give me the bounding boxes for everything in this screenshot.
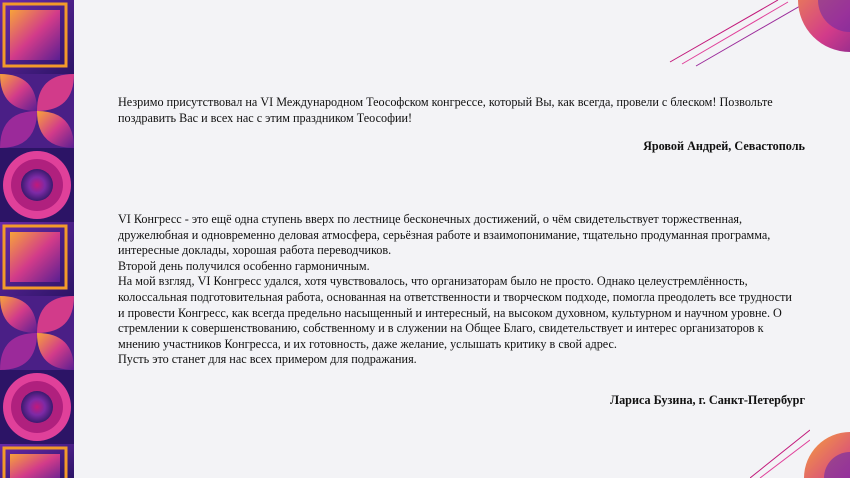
review-line: Незримо присутствовал на VI Международном Теософском конгрессе, который Вы, как всегда, провели с блеском! Позвольте [118, 95, 773, 109]
review-line: Пусть это станет для нас всех примером для подражания. [118, 352, 417, 367]
review-text-1 [118, 95, 808, 126]
decorative-left-strip [0, 0, 74, 478]
review-line: поздравить Вас и всех нас с этим праздником Теософии! [118, 110, 413, 125]
review-line: VI Конгресс - это ещё одна ступень вверх по лестнице бесконечных достижений, о чём свидетельствует торжественная, [118, 212, 743, 226]
review-text-2 [118, 212, 808, 368]
decorative-corner-circle-bottom [788, 432, 850, 478]
review-line: мнению участников Конгресса, и их готовность, даже желание, услышать критику в свой адрес. [118, 336, 617, 351]
review-line: колоссальная подготовительная работа, основанная на ответственности и творческом подходе, помогла преодолеть все трудности [118, 289, 792, 304]
review-line: Второй день получился особенно гармоничным. [118, 258, 370, 273]
review-signature-2: Лариса Бузина, г. Санкт-Петербург [610, 393, 805, 407]
review-line: и провести Конгресс, как всегда предельно насыщенный и интересный, на высоком духовном, культурном и научном уровне. О [118, 305, 782, 320]
review-line: дружелюбная и одновременно деловая атмосфера, серьёзная работе и взаимопонимание, тщательно продуманная программа, [118, 227, 771, 242]
review-line: На мой взгляд, VI Конгресс удался, хотя чувствовалось, что организаторам было не просто. Однако целеустремлённость, [118, 274, 748, 289]
review-signature-1: Яровой Андрей, Севастополь [643, 139, 805, 153]
review-line: интересные доклады, хорошая работа переводчиков. [118, 243, 392, 258]
review-line: стремлении к совершенствованию, собственному и в служении на Общее Благо, свидетельствует и интерес организаторов к [118, 321, 764, 336]
decorative-corner-circle-top [796, 0, 850, 52]
decorative-lines-top [660, 0, 800, 70]
